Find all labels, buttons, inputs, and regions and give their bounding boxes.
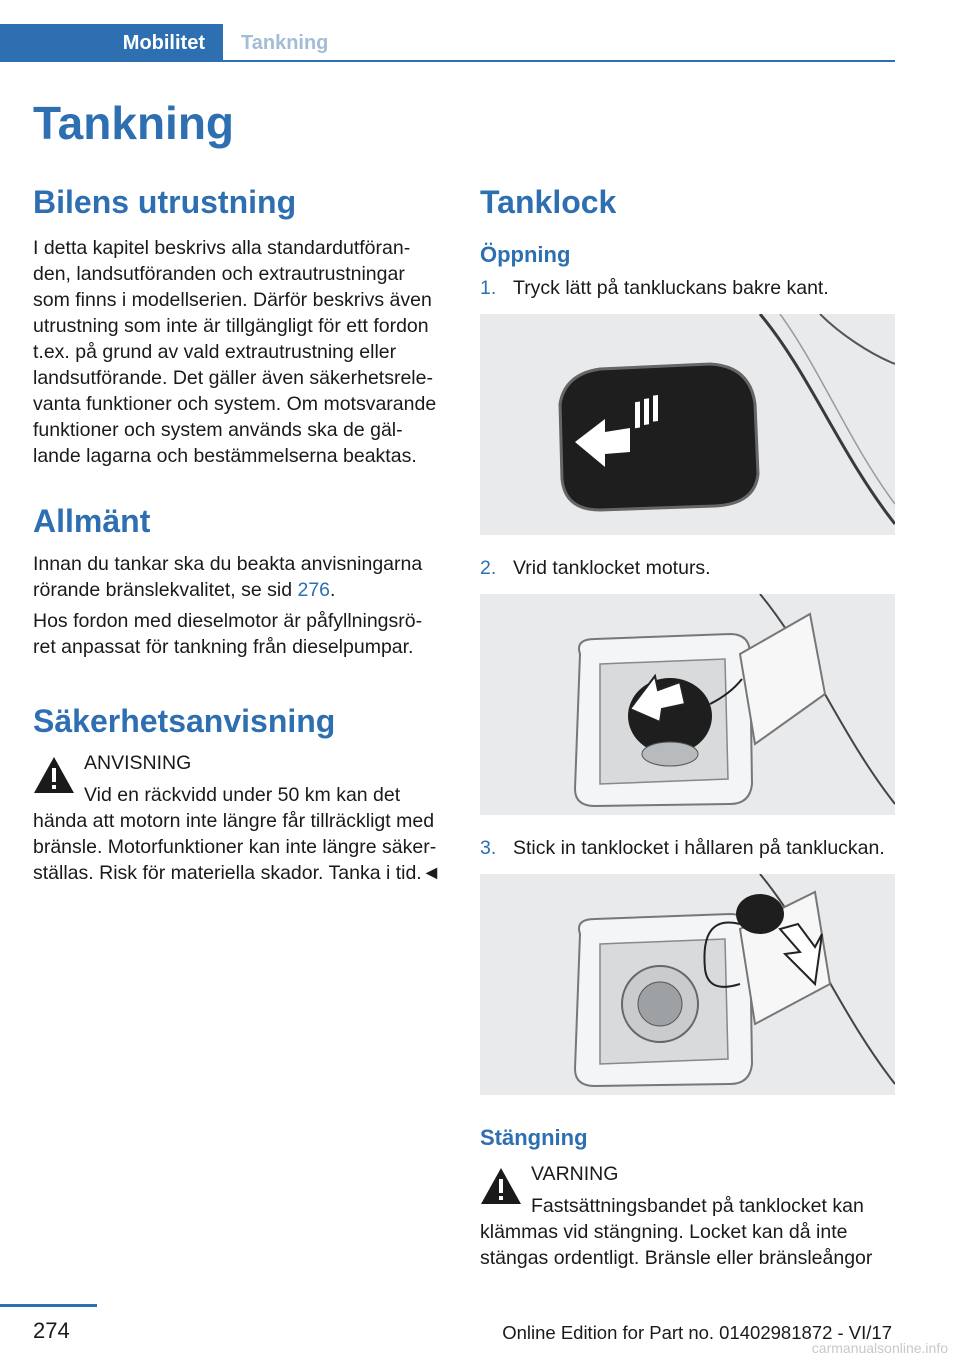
text-line: Innan du tankar ska du beakta anvisningarna <box>33 553 423 575</box>
heading-sakerhetsanvisning: Säkerhetsanvisning <box>33 703 336 739</box>
text-line: landsutförande. Det gäller även säkerhetsrele- <box>33 367 433 389</box>
warning-label-varning: VARNING <box>531 1163 619 1185</box>
step-text: Vrid tanklocket moturs. <box>513 557 711 579</box>
text-line: klämmas vid stängning. Locket kan då inte <box>480 1221 848 1243</box>
text-line: ret anpassat för tankning från dieselpumpar. <box>33 636 414 658</box>
text-line <box>33 577 453 603</box>
text-line: Hos fordon med dieselmotor är påfyllningsrö- <box>33 610 423 632</box>
text-line: Fastsättningsbandet på tanklocket kan <box>531 1195 864 1217</box>
heading-bilens-utrustning: Bilens utrustning <box>33 184 297 220</box>
text-line: lande lagarna och bestämmelserna beaktas. <box>33 445 417 467</box>
text-line: stängas ordentligt. Bränsle eller bränsleångor <box>480 1247 873 1269</box>
text-line: funktioner och system används ska de gäl- <box>33 419 403 441</box>
footer-rule <box>0 1304 97 1307</box>
text-line: vanta funktioner och system. Om motsvarande <box>33 393 437 415</box>
subheading-oppning: Öppning <box>480 242 571 267</box>
text-fragment: . <box>330 579 336 601</box>
text-line: bränsle. Motorfunktioner kan inte längre säker- <box>33 836 437 858</box>
text-line: utrustning som inte är tillgängligt för ett fordon <box>33 315 429 337</box>
fuel-cap-turn-illustration <box>480 594 895 815</box>
figure-fuel-flap-press <box>480 314 895 535</box>
step-number: 1. <box>480 277 497 299</box>
watermark: carmanualsonline.info <box>811 1340 948 1356</box>
text-line: t.ex. på grund av vald extrautrustning eller <box>33 341 397 363</box>
edition-text: Online Edition for Part no. 01402981872 - VI/17 <box>502 1322 892 1343</box>
tab-mobilitet[interactable]: Mobilitet <box>0 24 223 62</box>
paragraph-allmant-2 <box>33 608 453 660</box>
page-number: 274 <box>33 1318 70 1343</box>
page-link-276[interactable]: 276 <box>297 579 331 601</box>
text-fragment: rörande bränslekvalitet, se sid <box>33 579 298 601</box>
heading-allmant: Allmänt <box>33 503 151 539</box>
step-number: 2. <box>480 557 497 579</box>
page-title: Tankning <box>33 97 235 149</box>
text-line: den, landsutföranden och extrautrustningar <box>33 263 405 285</box>
fuel-cap-holder-illustration <box>480 874 895 1095</box>
fuel-flap-illustration <box>480 314 895 535</box>
text-line: ställas. Risk för materiella skador. Tanka i tid.◄ <box>33 862 442 884</box>
paragraph-varning <box>480 1193 900 1271</box>
text-line: Vid en räckvidd under 50 km kan det <box>84 784 401 806</box>
warning-label-anvisning: ANVISNING <box>84 752 192 774</box>
text-line: hända att motorn inte längre får tillräckligt med <box>33 810 435 832</box>
chapter-tab-bar <box>0 24 895 62</box>
step-text: Tryck lätt på tankluckans bakre kant. <box>513 277 829 299</box>
tab-tankning[interactable]: Tankning <box>241 32 329 54</box>
text-line: I detta kapitel beskrivs alla standardutföran- <box>33 237 411 259</box>
heading-tanklock: Tanklock <box>480 184 617 220</box>
figure-fuel-cap-holder <box>480 874 895 1095</box>
figure-fuel-cap-turn <box>480 594 895 815</box>
paragraph-bilens-utrustning <box>33 235 453 469</box>
text-line: som finns i modellserien. Därför beskrivs även <box>33 289 432 311</box>
step-number: 3. <box>480 837 497 859</box>
paragraph-allmant-1 <box>33 551 453 603</box>
subheading-stangning: Stängning <box>480 1125 588 1150</box>
step-text: Stick in tanklocket i hållaren på tankluckan. <box>513 837 885 859</box>
paragraph-anvisning <box>33 782 453 886</box>
